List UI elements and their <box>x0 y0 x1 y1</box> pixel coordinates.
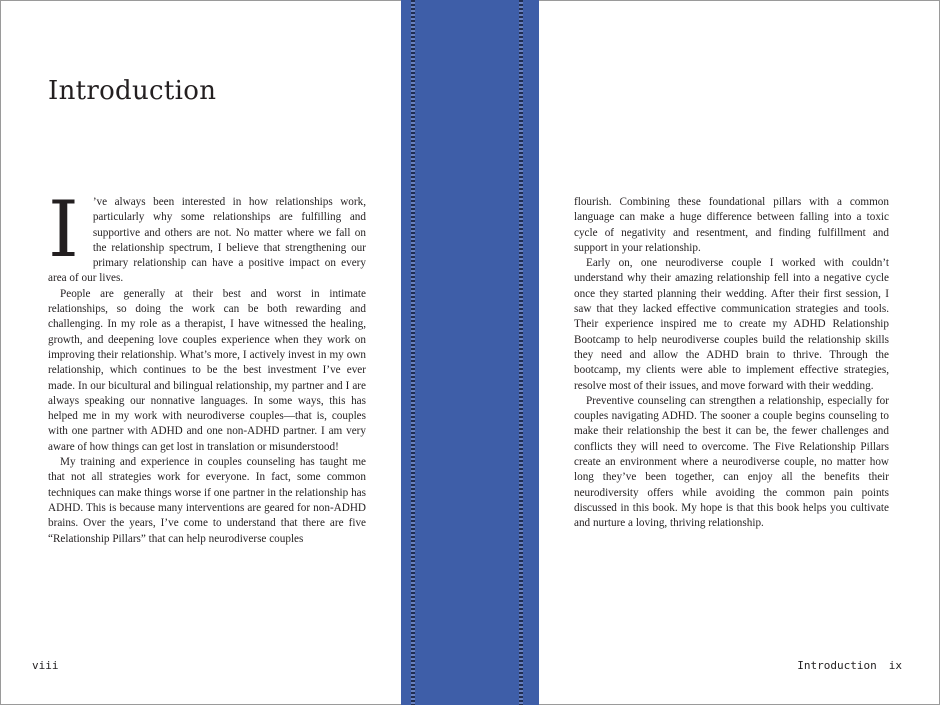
chapter-title: Introduction <box>48 76 217 106</box>
body-paragraph: Early on, one neurodiverse couple I worked with couldn’t understand why their amazing relationship fell into a negative cycle once they started planning their wedding. After their first session, I saw that they lacked effective communication strategies and tools. Their experience inspired me to create my ADHD Relationship Bootcamp to help neurodiverse couples build the relationship skills they need and allow the ADHD brain to thrive. Through the bootcamp, my clients were able to implement effective strategies, resolve most of their issues, and move forward with their wedding. <box>574 257 889 392</box>
running-head: Introduction <box>797 659 877 672</box>
opening-paragraph <box>48 185 366 287</box>
body-paragraph: Preventive counseling can strengthen a relationship, especially for couples navigating ADHD. The sooner a couple begins counseling to make their relationship the best it can be, the fewer challenges and conflicts they will need to overcome. The Five Relationship Pillars create an environment where a neurodiverse couple, no matter how long they’ve been together, can enjoy all the benefits their neurodiversity offers while avoiding the common pain points discussed in this book. My hope is that this book helps you cultivate and nurture a loving, thriving relationship. <box>574 394 889 530</box>
right-page <box>539 0 940 705</box>
left-page <box>0 0 401 705</box>
drop-cap: I <box>48 185 79 275</box>
book-gutter-spine <box>401 0 539 705</box>
spine-stitching-left <box>411 0 415 705</box>
right-page-body <box>574 195 889 532</box>
page-number-right: ix <box>888 659 902 672</box>
running-footer-right <box>797 659 902 672</box>
opening-paragraph-text: ’ve always been interested in how relationships work, particularly why some relationships are fulfilling and supportive and others are not. No matter where we fall on the relationship spectrum, I believe that strengthening our primary relationship can have a positive impact on every area of our lives. <box>48 196 366 285</box>
body-paragraph: My training and experience in couples counseling has taught me that not all strategies work for everyone. In fact, some common techniques can make things worse if one partner in the relationship has ADHD. This is because many interventions are geared for non-ADHD brains. Over the years, I’ve come to understand that there are five “Relationship Pillars” that can help neurodiverse couples <box>48 456 366 545</box>
body-paragraph: People are generally at their best and worst in intimate relationships, so doing the work can be both rewarding and challenging. In my role as a therapist, I have witnessed the healing, growth, and deepening love couples experience when they work on improving their relationship. What’s more, I actively invest in my own relationship, which continues to be the best investment I’ve ever made. In our bicultural and bilingual relationship, my partner and I are always speaking our nonnative languages. In some ways, this has helped me in my work with neurodiverse couples—that is, couples with one partner with ADHD and one non-ADHD partner. I am very aware of how things can get lost in translation or misunderstood! <box>48 287 366 453</box>
page-number-left: viii <box>32 659 59 672</box>
continued-paragraph: flourish. Combining these foundational pillars with a common language can make a huge difference between falling into a toxic cycle of negativity and resentment, and finding fulfillment and support in your relationship. <box>574 196 889 254</box>
spine-stitching-right <box>519 0 523 705</box>
left-page-body <box>48 185 366 547</box>
